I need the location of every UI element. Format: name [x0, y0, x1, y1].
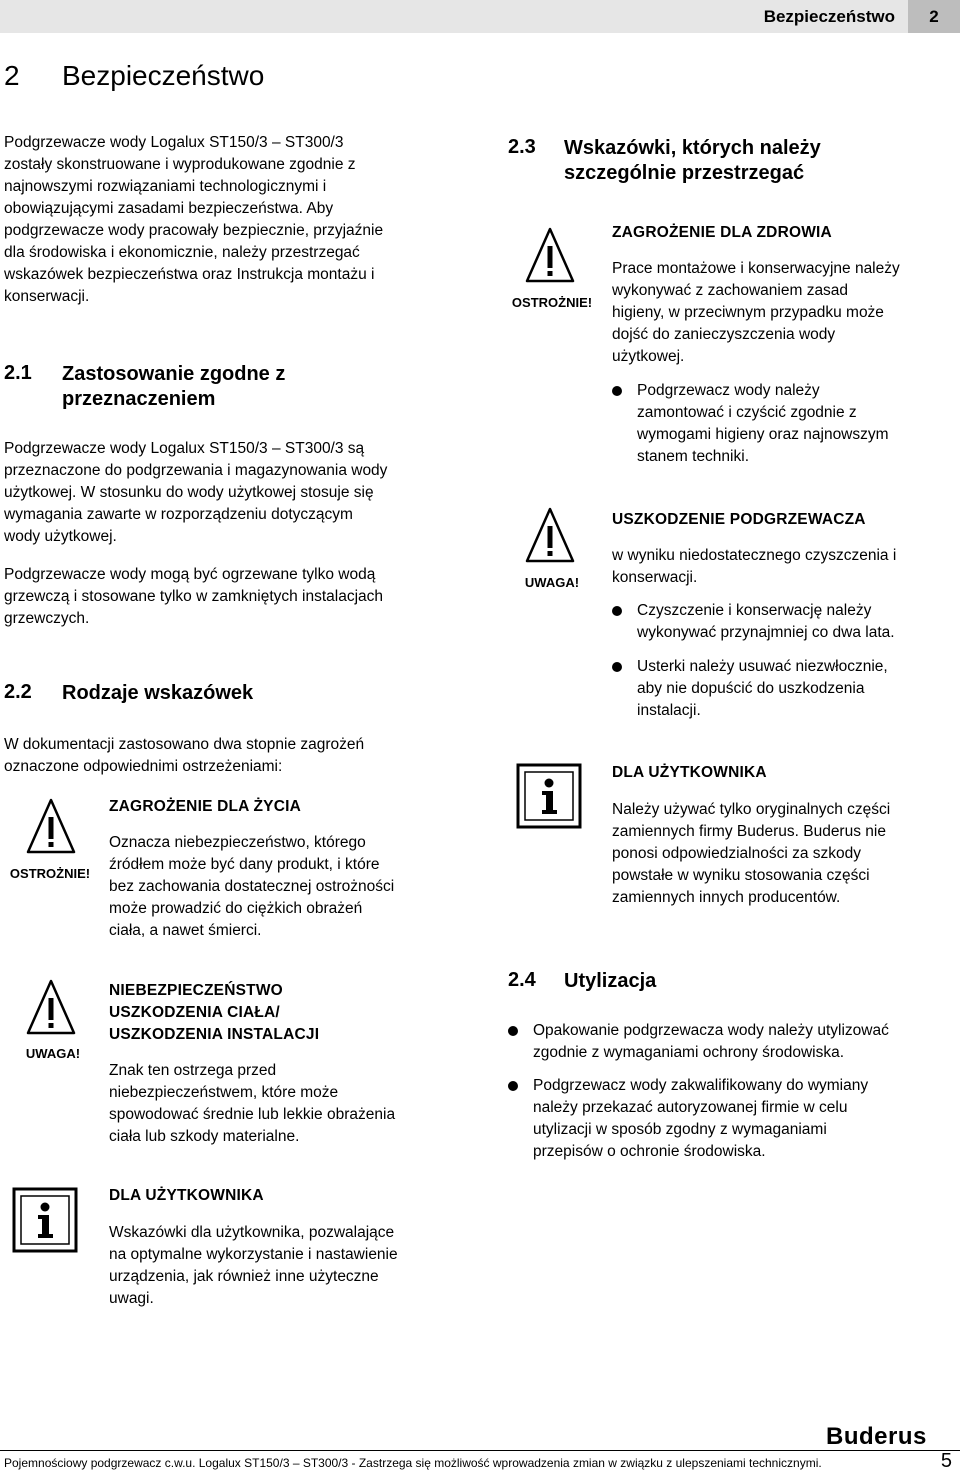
info-icon	[516, 763, 582, 829]
header-title: Bezpieczeństwo	[763, 7, 895, 26]
header-chapter-number: 2	[908, 0, 960, 33]
attention-label: UWAGA!	[524, 575, 580, 590]
box-text-user: Wskazówki dla użytkownika, pozwalające na optymalne wykorzystanie i nastawienie urządzenia, jak również inne użyteczne uwagi.	[109, 1224, 398, 1307]
list-item: Czyszczenie i konserwację należy wykonywać przynajmniej co dwa lata.	[637, 600, 957, 644]
section-2-1-paragraph-1: Podgrzewacze wody Logalux ST150/3 – ST300/3 są przeznaczone do podgrzewania i magazynowania wody użytkowej. W stosunku do wody użytkowej stosuje się wymagania zawarte w rozporządzeniu dotyczącym wody użytkowej.	[4, 440, 388, 545]
section-2-1-title: Zastosowanie zgodne z przeznaczeniem	[62, 363, 286, 410]
section-2-1-number: 2.1	[4, 362, 32, 384]
section-2-4-title: Utylizacja	[564, 970, 657, 992]
list-item: Podgrzewacz wody zakwalifikowany do wymiany należy przekazać autoryzowanej firmie w celu utylizacji w sposób zgodny z wymaganiami przepisów o ochronie środowiska.	[533, 1075, 958, 1163]
footer-text: Pojemnościowy podgrzewacz c.w.u. Logalux ST150/3 – ST300/3 - Zastrzega się możliwość wprowadzenia zmian w związku z ulepszeniami technicznymi.	[4, 1456, 822, 1470]
box-title-injury-damage: NIEBEZPIECZEŃSTWO USZKODZENIA CIAŁA/ USZKODZENIA INSTALACJI	[109, 982, 320, 1043]
bullet-icon	[612, 662, 622, 672]
warning-triangle-icon	[25, 797, 77, 857]
section-2-3-title: Wskazówki, których należy szczególnie przestrzegać	[564, 137, 821, 184]
box-text-heater-damage: w wyniku niedostatecznego czyszczenia i konserwacji.	[612, 547, 897, 586]
bullet-icon	[508, 1026, 518, 1036]
box-text-user: Należy używać tylko oryginalnych części zamiennych firmy Buderus. Buderus nie ponosi odpowiedzialności za szkody powstałe w wyniku stosowania części zamiennych innych producentów.	[612, 801, 891, 906]
section-2-2-intro: W dokumentacji zastosowano dwa stopnie zagrożeń oznaczone odpowiednimi ostrzeżeniami:	[4, 736, 365, 775]
intro-paragraph: Podgrzewacze wody Logalux ST150/3 – ST300/3 zostały skonstruowane i wyprodukowane zgodnie z najnowszymi rozwiązaniami technologicznymi i obowiązującymi zasadami bezpieczeństwa. Aby podgrzewacze wody pracowały bezpiecznie, przyjaźnie dla środowiska i ekonomicznie, należy przestrzegać wskazówek bezpieczeństwa oraz Instrukcja montażu i konserwacji.	[4, 134, 384, 305]
info-icon	[12, 1187, 78, 1253]
list-item: Usterki należy usuwać niezwłocznie, aby nie dopuścić do uszkodzenia instalacji.	[637, 656, 957, 722]
box-title-health-hazard: ZAGROŻENIE DLA ZDROWIA	[612, 224, 832, 241]
section-2-3-number: 2.3	[508, 136, 536, 158]
section-2-2-title: Rodzaje wskazówek	[62, 682, 254, 704]
warning-triangle-icon	[25, 978, 77, 1038]
brand-logo: Buderus	[826, 1423, 927, 1450]
warning-triangle-icon	[524, 226, 576, 286]
section-2-1-paragraph-2: Podgrzewacze wody mogą być ogrzewane tylko wodą grzewczą i stosowane tylko w zamkniętych instalacjach grzewczych.	[4, 566, 384, 627]
box-text-injury-damage: Znak ten ostrzega przed niebezpieczeństwem, które może spowodować średnie lub lekkie obrażenia ciała lub szkody materialne.	[109, 1062, 396, 1145]
caution-label: OSTROŻNIE!	[9, 866, 91, 881]
warning-triangle-icon	[524, 506, 576, 566]
chapter-title: Bezpieczeństwo	[62, 60, 265, 91]
attention-label: UWAGA!	[25, 1046, 81, 1061]
box-text-life-hazard: Oznacza niebezpieczeństwo, którego źródłem może być dany produkt, i które bez zachowania dostatecznej ostrożności może prowadzić do ciężkich obrażeń ciała, a nawet śmierci.	[109, 834, 395, 939]
box-title-life-hazard: ZAGROŻENIE DLA ŻYCIA	[109, 798, 302, 815]
bullet-icon	[612, 606, 622, 616]
list-item: Podgrzewacz wody należy zamontować i czyścić zgodnie z wymogami higieny oraz najnowszym stanem techniki.	[637, 380, 957, 468]
box-text-health-hazard: Prace montażowe i konserwacyjne należy wykonywać z zachowaniem zasad higieny, w przeciwnym przypadku może dojść do zanieczyszczenia wody użytkowej.	[612, 260, 900, 365]
section-2-4-number: 2.4	[508, 969, 536, 991]
bullet-icon	[612, 386, 622, 396]
box-title-user: DLA UŻYTKOWNIKA	[109, 1187, 264, 1204]
box-title-heater-damage: USZKODZENIE PODGRZEWACZA	[612, 511, 866, 528]
box-title-user: DLA UŻYTKOWNIKA	[612, 764, 767, 781]
chapter-number: 2	[4, 60, 20, 91]
bullet-icon	[508, 1081, 518, 1091]
footer-divider	[0, 1450, 960, 1451]
section-2-2-number: 2.2	[4, 681, 32, 703]
page-number: 5	[940, 1450, 952, 1472]
caution-label: OSTROŻNIE!	[511, 295, 593, 310]
list-item: Opakowanie podgrzewacza wody należy utylizować zgodnie z wymaganiami ochrony środowiska.	[533, 1020, 958, 1064]
